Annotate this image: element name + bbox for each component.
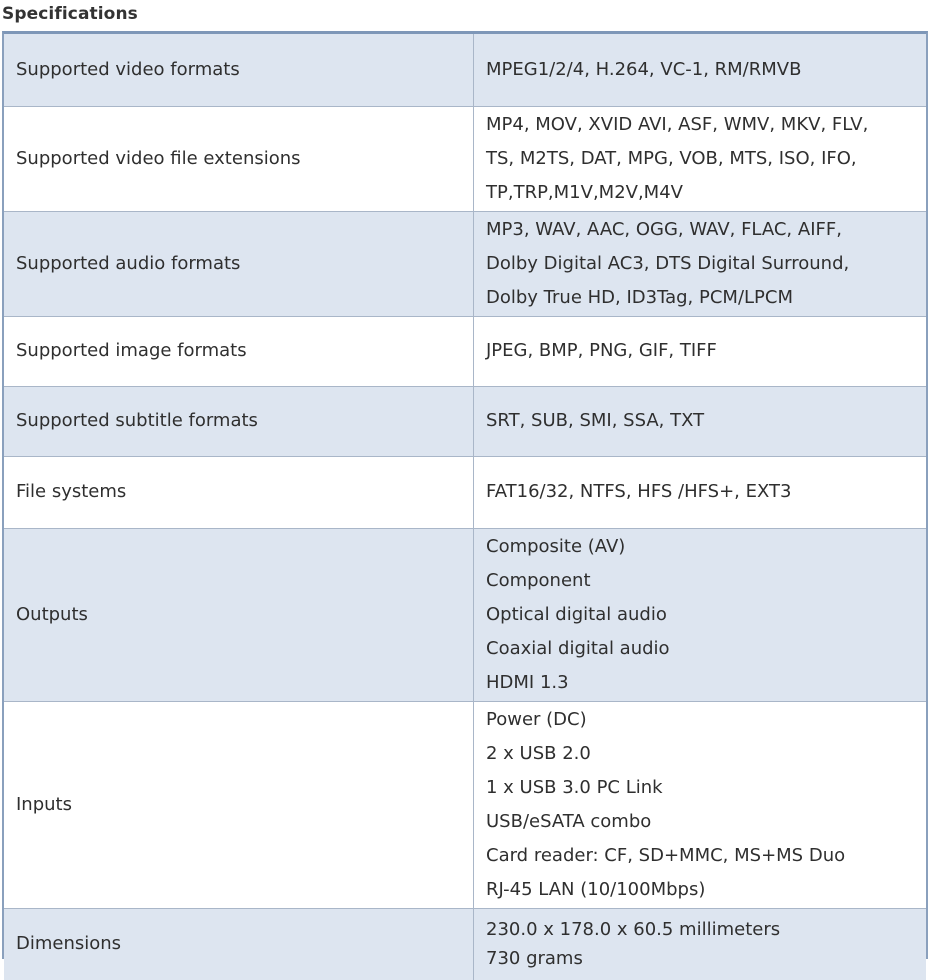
spec-value xyxy=(474,456,927,528)
spec-value-line: 730 grams xyxy=(486,948,583,970)
spec-label: Outputs xyxy=(4,528,474,701)
table-row xyxy=(4,908,926,980)
spec-value-line: Optical digital audio xyxy=(486,603,667,625)
spec-value-line: MP3, WAV, AAC, OGG, WAV, FLAC, AIFF, xyxy=(486,218,842,240)
spec-value-line: Composite (AV) xyxy=(486,535,626,557)
table-row xyxy=(4,34,926,106)
page-title: Specifications xyxy=(2,4,138,24)
spec-value xyxy=(474,34,927,106)
spec-label: Dimensions xyxy=(4,908,474,980)
table-row xyxy=(4,701,926,908)
table-row xyxy=(4,386,926,456)
spec-value-line: 1 x USB 3.0 PC Link xyxy=(486,776,663,798)
spec-value-line: Component xyxy=(486,569,591,591)
spec-value-line: 230.0 x 178.0 x 60.5 millimeters xyxy=(486,919,781,941)
spec-label: Supported image formats xyxy=(4,316,474,386)
spec-value xyxy=(474,908,927,980)
spec-label: File systems xyxy=(4,456,474,528)
spec-value-line: Dolby True HD, ID3Tag, PCM/LPCM xyxy=(486,286,794,308)
spec-value-line: FAT16/32, NTFS, HFS /HFS+, EXT3 xyxy=(486,481,792,502)
spec-value-line: TP,TRP,M1V,M2V,M4V xyxy=(486,181,683,203)
table-row xyxy=(4,456,926,528)
spec-value-line: MPEG1/2/4, H.264, VC-1, RM/RMVB xyxy=(486,58,802,80)
spec-label: Supported subtitle formats xyxy=(4,386,474,456)
spec-value xyxy=(474,386,927,456)
spec-value xyxy=(474,701,927,908)
spec-value-line: Power (DC) xyxy=(486,708,587,730)
table-row xyxy=(4,211,926,316)
specifications-table xyxy=(2,31,928,970)
spec-label: Supported audio formats xyxy=(4,211,474,316)
spec-value-line: MP4, MOV, XVID AVI, ASF, WMV, MKV, FLV, xyxy=(486,113,869,135)
spec-value-line: USB/eSATA combo xyxy=(486,810,652,832)
spec-value-line: TS, M2TS, DAT, MPG, VOB, MTS, ISO, IFO, xyxy=(486,147,857,169)
spec-label: Inputs xyxy=(4,701,474,908)
spec-value xyxy=(474,316,927,386)
spec-value xyxy=(474,106,927,211)
table-row xyxy=(4,316,926,386)
spec-value xyxy=(474,211,927,316)
spec-label: Supported video formats xyxy=(4,34,474,106)
table-row xyxy=(4,106,926,211)
specs-table-grid xyxy=(4,34,926,980)
spec-value-line: Coaxial digital audio xyxy=(486,637,670,659)
spec-value-line: HDMI 1.3 xyxy=(486,671,569,693)
spec-value-line: JPEG, BMP, PNG, GIF, TIFF xyxy=(486,340,717,361)
spec-label: Supported video file extensions xyxy=(4,106,474,211)
spec-value-line: SRT, SUB, SMI, SSA, TXT xyxy=(486,410,705,431)
table-row xyxy=(4,528,926,701)
spec-value-line: Dolby Digital AC3, DTS Digital Surround, xyxy=(486,252,850,274)
spec-value-line: 2 x USB 2.0 xyxy=(486,742,591,764)
spec-value xyxy=(474,528,927,701)
spec-value-line: Card reader: CF, SD+MMC, MS+MS Duo xyxy=(486,844,846,866)
spec-value-line: RJ-45 LAN (10/100Mbps) xyxy=(486,878,706,900)
